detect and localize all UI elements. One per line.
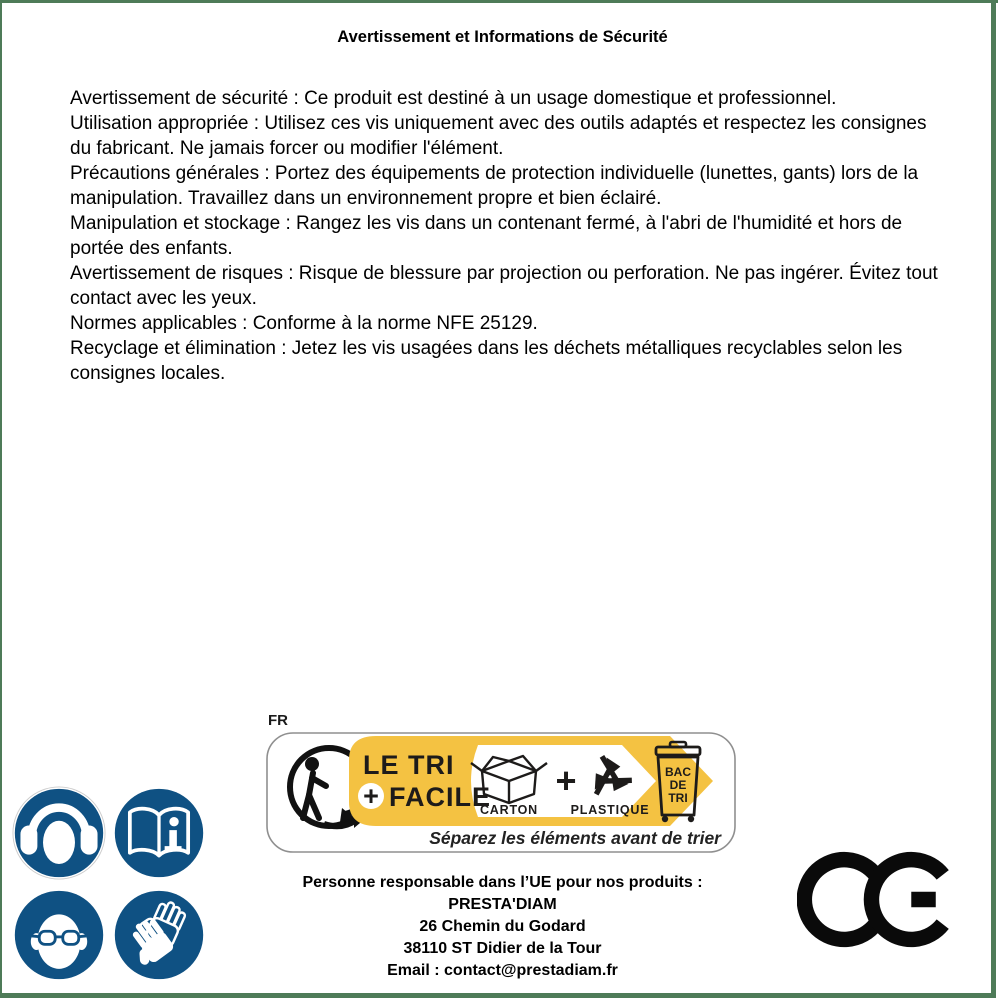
read-manual-icon	[112, 786, 206, 880]
responsible-email: Email : contact@prestadiam.fr	[387, 962, 618, 979]
responsible-city: 38110 ST Didier de la Tour	[403, 940, 602, 957]
bin-text-line3: TRI	[668, 791, 688, 805]
safety-text-block	[70, 86, 948, 386]
tri-materials-plus: +	[555, 760, 577, 801]
responsible-person-block	[250, 872, 755, 982]
page-border-top	[0, 0, 998, 3]
page-border-bottom	[0, 993, 996, 998]
tri-badge-line1: LE TRI	[363, 750, 455, 780]
tri-material-right-label: PLASTIQUE	[570, 803, 650, 817]
responsible-street: 26 Chemin du Godard	[419, 918, 586, 935]
triman-sorting-info-label	[266, 732, 738, 856]
tri-badge-line2: FACILE	[389, 782, 492, 812]
responsible-company-name: PRESTA'DIAM	[448, 896, 557, 913]
page-border-right	[991, 0, 996, 998]
page-title: Avertissement et Informations de Sécurité	[337, 28, 668, 46]
tri-badge-plus: +	[363, 781, 379, 811]
paragraph-precautions-generales: Précautions générales : Portez des équipements de protection individuelle (lunettes, gants) lors de la manipulation. Travaillez dans un environnement propre et bien éclairé.	[70, 163, 919, 209]
paragraph-utilisation-appropriee: Utilisation appropriée : Utilisez ces vis uniquement avec des outils adaptés et respectez les consignes du fabricant. Ne jamais forcer ou modifier l'élément.	[70, 113, 927, 159]
paragraph-avertissement-securite: Avertissement de sécurité : Ce produit est destiné à un usage domestique et professionnel.	[70, 88, 837, 109]
ce-marking-icon	[797, 846, 953, 953]
tri-caption: Séparez les éléments avant de trier	[429, 828, 721, 848]
eye-protection-icon	[12, 888, 106, 982]
fr-country-label: FR	[268, 712, 288, 729]
paragraph-recyclage-elimination: Recyclage et élimination : Jetez les vis usagées dans les déchets métalliques recyclables selon les consignes locales.	[70, 338, 903, 384]
paragraph-normes-applicables: Normes applicables : Conforme à la norme NFE 25129.	[70, 313, 538, 334]
page-border-left	[0, 0, 2, 998]
responsible-line-intro: Personne responsable dans l’UE pour nos produits :	[302, 874, 703, 891]
protective-gloves-icon	[112, 888, 206, 982]
bin-text-line1: BAC	[665, 765, 691, 779]
ear-protection-icon	[12, 786, 106, 880]
paragraph-avertissement-risques: Avertissement de risques : Risque de blessure par projection ou perforation. Ne pas ingérer. Évitez tout contact avec les yeux.	[70, 263, 938, 309]
mandatory-safety-icons	[12, 786, 206, 982]
tri-material-left-label: CARTON	[479, 803, 539, 817]
bin-text-line2: DE	[669, 778, 687, 792]
paragraph-manipulation-stockage: Manipulation et stockage : Rangez les vis dans un contenant fermé, à l'abri de l'humidité et hors de portée des enfants.	[70, 213, 903, 259]
